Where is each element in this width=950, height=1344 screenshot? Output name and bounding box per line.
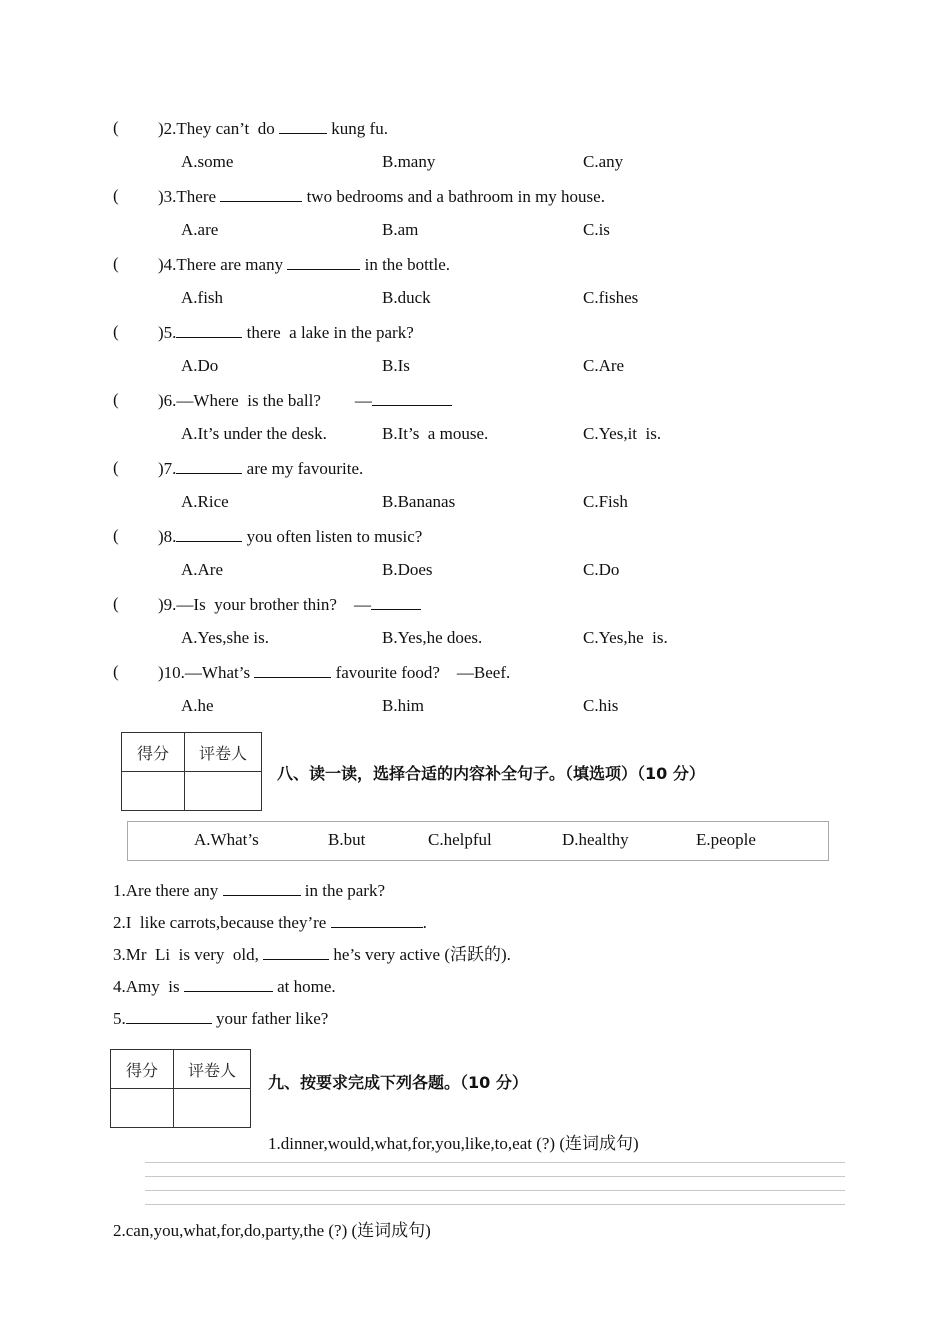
question-stem (158, 254, 450, 275)
question-text: favourite food? —Beef. (331, 663, 511, 682)
question-stem (158, 458, 363, 479)
item-text: 3.Mr Li is very old, (113, 945, 264, 964)
fill-blank[interactable] (287, 254, 360, 270)
answer-paren[interactable]: ( (113, 390, 119, 409)
score-cell[interactable] (111, 1089, 174, 1128)
fill-blank[interactable] (176, 322, 242, 338)
grader-header: 评卷人 (174, 1050, 251, 1089)
question-stem (158, 322, 414, 343)
answer-paren[interactable]: ( (113, 322, 119, 341)
fill-blank[interactable] (371, 594, 421, 610)
fill-blank[interactable] (176, 458, 242, 474)
question-number: )10. (158, 663, 185, 682)
answer-line[interactable] (145, 1204, 845, 1205)
option-c[interactable]: C.Yes,he is. (583, 628, 668, 647)
option-b[interactable]: B.him (382, 696, 425, 715)
fill-blank[interactable] (184, 976, 273, 992)
item-text: 4.Amy is (113, 977, 184, 996)
question-stem (158, 594, 421, 615)
question-text: There are many (176, 255, 288, 274)
word-option-e: E.people (696, 830, 756, 849)
question-number: )7. (158, 459, 177, 478)
option-a[interactable]: A.some (181, 152, 234, 171)
answer-paren[interactable]: ( (113, 118, 119, 137)
answer-line[interactable] (145, 1162, 845, 1163)
fill-blank[interactable] (372, 390, 452, 406)
question-text: you often listen to music? (242, 527, 423, 546)
question-text: There (176, 187, 221, 206)
word-option-b: B.but (328, 830, 366, 849)
score-cell[interactable] (122, 772, 185, 811)
score-header: 得分 (111, 1050, 174, 1089)
option-c[interactable]: C.fishes (583, 288, 639, 307)
question-number: )5. (158, 323, 177, 342)
answer-paren[interactable]: ( (113, 458, 119, 477)
item-text: . (422, 913, 427, 932)
section9-question-1: 1.dinner,would,what,for,you,like,to,eat (?) (连词成句) (268, 1134, 639, 1153)
question-number: )2. (158, 119, 177, 138)
section8-item (113, 976, 336, 997)
item-text: at home. (272, 977, 336, 996)
question-number: )6. (158, 391, 177, 410)
question-number: )8. (158, 527, 177, 546)
option-b[interactable]: B.duck (382, 288, 431, 307)
section9-question-2: 2.can,you,what,for,do,party,the (?) (连词成句) (113, 1221, 431, 1240)
option-a[interactable]: A.he (181, 696, 214, 715)
question-number: )9. (158, 595, 177, 614)
option-a[interactable]: A.fish (181, 288, 224, 307)
fill-blank[interactable] (126, 1008, 212, 1024)
item-text: 5. (113, 1009, 126, 1028)
fill-blank[interactable] (331, 912, 423, 928)
section8-item (113, 1008, 328, 1029)
option-a[interactable]: A.are (181, 220, 219, 239)
option-b[interactable]: B.many (382, 152, 436, 171)
question-text: —What’s (184, 663, 255, 682)
section9-title: 九、按要求完成下列各题。（10 分） (268, 1073, 528, 1092)
question-stem (158, 118, 388, 139)
section8-item (113, 912, 427, 933)
fill-blank[interactable] (263, 944, 329, 960)
option-b[interactable]: B.Is (382, 356, 410, 375)
option-a[interactable]: A.Are (181, 560, 224, 579)
question-text: are my favourite. (242, 459, 364, 478)
fill-blank[interactable] (220, 186, 302, 202)
score-table-section9 (110, 1049, 251, 1128)
grader-cell[interactable] (174, 1089, 251, 1128)
answer-paren[interactable]: ( (113, 594, 119, 613)
answer-line[interactable] (145, 1176, 845, 1177)
fill-blank[interactable] (279, 118, 327, 134)
word-bank (127, 821, 829, 861)
item-text: he’s very active (活跃的). (329, 945, 511, 964)
grader-header: 评卷人 (185, 733, 262, 772)
question-stem (158, 390, 452, 411)
question-stem (158, 186, 605, 207)
item-text: 2.I like carrots,because they’re (113, 913, 331, 932)
answer-paren[interactable]: ( (113, 186, 119, 205)
question-stem (158, 526, 422, 547)
fill-blank[interactable] (176, 526, 242, 542)
answer-paren[interactable]: ( (113, 526, 119, 545)
option-c[interactable]: C.Yes,it is. (583, 424, 662, 443)
score-table-section8 (121, 732, 262, 811)
question-text: there a lake in the park? (242, 323, 414, 342)
word-option-a: A.What’s (194, 830, 259, 849)
option-c[interactable]: C.his (583, 696, 619, 715)
item-text: in the park? (300, 881, 386, 900)
grader-cell[interactable] (185, 772, 262, 811)
option-c[interactable]: C.any (583, 152, 624, 171)
question-text: two bedrooms and a bathroom in my house. (302, 187, 605, 206)
option-c[interactable]: C.Fish (583, 492, 628, 511)
question-stem (158, 662, 510, 683)
section8-title: 八、读一读，选择合适的内容补全句子。（填选项）（10 分） (277, 764, 705, 783)
question-text: in the bottle. (360, 255, 451, 274)
question-number: )3. (158, 187, 177, 206)
answer-line[interactable] (145, 1190, 845, 1191)
option-b[interactable]: B.It’s a mouse. (382, 424, 489, 443)
answer-paren[interactable]: ( (113, 254, 119, 273)
word-option-d: D.healthy (562, 830, 629, 849)
score-header: 得分 (122, 733, 185, 772)
item-text: 1.Are there any (113, 881, 223, 900)
option-a[interactable]: A.Do (181, 356, 219, 375)
question-number: )4. (158, 255, 177, 274)
option-b[interactable]: B.Does (382, 560, 433, 579)
section8-item (113, 880, 385, 901)
option-c[interactable]: C.is (583, 220, 610, 239)
word-option-c: C.helpful (428, 830, 492, 849)
option-a[interactable]: A.It’s under the desk. (181, 424, 327, 443)
question-text: —Where is the ball? — (176, 391, 372, 410)
option-c[interactable]: C.Do (583, 560, 620, 579)
option-b[interactable]: B.Yes,he does. (382, 628, 483, 647)
item-text: your father like? (211, 1009, 329, 1028)
option-b[interactable]: B.Bananas (382, 492, 456, 511)
option-a[interactable]: A.Yes,she is. (181, 628, 270, 647)
fill-blank[interactable] (254, 662, 331, 678)
option-c[interactable]: C.Are (583, 356, 625, 375)
option-b[interactable]: B.am (382, 220, 419, 239)
section8-item (113, 944, 511, 965)
fill-blank[interactable] (223, 880, 301, 896)
answer-paren[interactable]: ( (113, 662, 119, 681)
question-text: —Is your brother thin? — (176, 595, 371, 614)
option-a[interactable]: A.Rice (181, 492, 229, 511)
question-text: kung fu. (327, 119, 388, 138)
question-text: They can’t do (176, 119, 280, 138)
